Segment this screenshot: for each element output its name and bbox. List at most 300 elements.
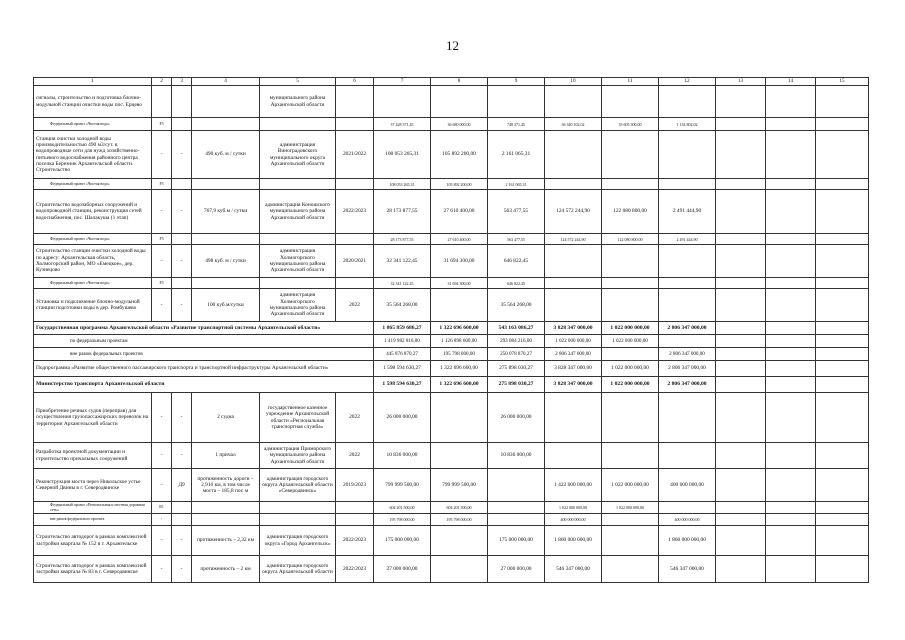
capacity-cell (192, 118, 260, 131)
amount-cell-c11: 1 022 000 000,00 (602, 322, 659, 335)
empty-cell-15 (816, 245, 869, 278)
empty-cell-15 (816, 131, 869, 179)
period-cell: 2022 (336, 393, 374, 443)
amount-cell-c11 (602, 348, 659, 361)
amount-cell-c7: 32 341 122,45 (374, 245, 431, 278)
table-row (34, 526, 869, 556)
amount-cell-c9: 2 161 065,31 (488, 179, 545, 190)
column-header-6: 6 (336, 78, 374, 86)
column-header-2: 2 (152, 78, 172, 86)
amount-cell-c9: 175 000 000,00 (488, 526, 545, 556)
code-cell-3 (172, 118, 192, 131)
amount-cell-c10: 3 828 347 000,00 (545, 361, 602, 377)
empty-cell-13 (716, 348, 766, 361)
amount-cell-c9: 563 477,55 (488, 190, 545, 234)
code-cell-3: Д9 (172, 469, 192, 502)
empty-cell-13 (716, 86, 766, 118)
table-row (34, 514, 869, 526)
empty-cell-14 (766, 361, 816, 377)
capacity-cell: 767,9 куб.м / сутки (192, 190, 260, 234)
amount-cell-c10: 1 022 000 000,00 (545, 502, 602, 514)
capacity-cell: 490 куб. м / сутки (192, 131, 260, 179)
capacity-cell: 2 судна (192, 393, 260, 443)
amount-cell-c12 (659, 86, 716, 118)
empty-cell-14 (766, 322, 816, 335)
column-header-7: 7 (374, 78, 431, 86)
column-header-1: 1 (34, 78, 152, 86)
amount-cell-c7: 27 000 000,00 (374, 556, 431, 583)
amount-cell-c9: 35 564 268,00 (488, 289, 545, 322)
amount-cell-c9: 26 000 000,00 (488, 393, 545, 443)
row-name-cell: Строительство автодорог в рамках комплексной застройки квартала № 83 в г. Северодвинске (34, 556, 152, 583)
amount-cell-c8: 31 694 300,00 (431, 278, 488, 289)
code-cell-2: - (152, 190, 172, 234)
amount-cell-c11: 1 022 000 000,00 (602, 469, 659, 502)
responsible-cell: администрация городского округа Архангельской области «Северодвинск» (260, 469, 336, 502)
amount-cell-c11 (602, 393, 659, 443)
period-cell: 2020/2021 (336, 245, 374, 278)
empty-cell-14 (766, 179, 816, 190)
code-cell-2 (152, 86, 172, 118)
empty-cell-15 (816, 289, 869, 322)
amount-cell-c9: 748 371,45 (488, 118, 545, 131)
empty-cell-13 (716, 443, 766, 469)
empty-cell-13 (716, 502, 766, 514)
empty-cell-15 (816, 234, 869, 245)
period-cell: 2019/2023 (336, 469, 374, 502)
table-row (34, 322, 869, 335)
code-cell-3: - (172, 245, 192, 278)
row-name-cell: вне рамок федерального проекта (34, 514, 152, 526)
amount-cell-c7: 1 865 859 686,27 (374, 322, 431, 335)
amount-cell-c7: 604 201 500,00 (374, 502, 431, 514)
responsible-cell (260, 514, 336, 526)
code-cell-2: - (152, 443, 172, 469)
amount-cell-c11: 1 022 000 000,00 (602, 335, 659, 348)
amount-cell-c11: 1 022 000 000,00 (602, 361, 659, 377)
row-name-cell: Строительство водозаборных сооружений и водопроводной станции, реконструкция сетей водоснабжения, пос. Шалакуша (1 этап) (34, 190, 152, 234)
responsible-cell: администрация Коношского муниципального района Архангельской области (260, 190, 336, 234)
table-row (34, 502, 869, 514)
amount-cell-c7: 195 798 000,00 (374, 514, 431, 526)
row-name-cell: Министерство транспорта Архангельской области (34, 377, 374, 393)
responsible-cell: администрация городского округа «Город Архангельск» (260, 526, 336, 556)
amount-cell-c12 (659, 278, 716, 289)
amount-cell-c7: 37 428 371,45 (374, 118, 431, 131)
amount-cell-c7: 445 876 870,27 (374, 348, 431, 361)
table-row (34, 335, 869, 348)
amount-cell-c9: 275 898 030,27 (488, 377, 545, 393)
empty-cell-13 (716, 393, 766, 443)
amount-cell-c7: 1 419 982 816,00 (374, 335, 431, 348)
empty-cell-14 (766, 86, 816, 118)
amount-cell-c11 (602, 443, 659, 469)
amount-cell-c7: 175 000 000,00 (374, 526, 431, 556)
amount-cell-c10: 124 572 244,90 (545, 234, 602, 245)
code-cell-3: - (172, 190, 192, 234)
amount-cell-c10: 546 347 000,00 (545, 556, 602, 583)
row-name-cell: сигналы, строительство и подготовка блочно-модульной станции очистки воды пос. Ерцево (34, 86, 152, 118)
amount-cell-c12 (659, 335, 716, 348)
column-header-3: 3 (172, 78, 192, 86)
row-name-cell: Станция очистки холодной воды производительностью 490 м3/сут. в водопроводные сети для нужд хозяйственно-питьевого водоснабжения районного центра поселка Березник Архангельской области. Строительство (34, 131, 152, 179)
table-row (34, 361, 869, 377)
period-cell: 2022 (336, 289, 374, 322)
empty-cell-13 (716, 118, 766, 131)
empty-cell-14 (766, 377, 816, 393)
amount-cell-c10 (545, 443, 602, 469)
row-name-cell: Федеральный проект «Региональная и местная дорожная сеть» (34, 502, 152, 514)
row-name-cell: Разработка проектной документации и строительство причальных сооружений (34, 443, 152, 469)
empty-cell-14 (766, 131, 816, 179)
period-cell (336, 118, 374, 131)
amount-cell-c10 (545, 393, 602, 443)
amount-cell-c10 (545, 131, 602, 179)
empty-cell-13 (716, 526, 766, 556)
amount-cell-c8: 27 610 400,00 (431, 190, 488, 234)
amount-cell-c12 (659, 131, 716, 179)
empty-cell-15 (816, 322, 869, 335)
empty-cell-13 (716, 514, 766, 526)
empty-cell-15 (816, 556, 869, 583)
column-header-10: 10 (545, 78, 602, 86)
amount-cell-c8: 1 322 696 600,00 (431, 361, 488, 377)
empty-cell-14 (766, 526, 816, 556)
budget-table-sheet (33, 77, 868, 583)
code-cell-3 (172, 514, 192, 526)
amount-cell-c12: 2 806 347 000,00 (659, 322, 716, 335)
empty-cell-14 (766, 118, 816, 131)
code-cell-2: - (152, 556, 172, 583)
amount-cell-c11: 122 080 800,00 (602, 190, 659, 234)
empty-cell-13 (716, 361, 766, 377)
amount-cell-c8: 1 322 696 600,00 (431, 322, 488, 335)
responsible-cell: администрация Холмогорского муниципального района Архангельской области (260, 245, 336, 278)
amount-cell-c9: 646 822,45 (488, 245, 545, 278)
amount-cell-c7 (374, 86, 431, 118)
capacity-cell: протяженность – 2,32 км (192, 526, 260, 556)
row-name-cell: Федеральный проект «Чистая вода» (34, 179, 152, 190)
amount-cell-c10: 2 806 347 000,00 (545, 348, 602, 361)
amount-cell-c7: 35 564 268,00 (374, 289, 431, 322)
amount-cell-c11: 122 080 800,00 (602, 234, 659, 245)
code-cell-3 (172, 234, 192, 245)
amount-cell-c8 (431, 443, 488, 469)
period-cell (336, 502, 374, 514)
period-cell: 2022 (336, 443, 374, 469)
amount-cell-c10 (545, 86, 602, 118)
amount-cell-c12: 400 000 000,00 (659, 514, 716, 526)
empty-cell-13 (716, 245, 766, 278)
empty-cell-14 (766, 234, 816, 245)
amount-cell-c8: 195 798 000,00 (431, 514, 488, 526)
responsible-cell: администрация городского округа Архангельской области (260, 556, 336, 583)
amount-cell-c7: 32 341 122,45 (374, 278, 431, 289)
column-header-13: 13 (716, 78, 766, 86)
code-cell-3 (172, 278, 192, 289)
empty-cell-15 (816, 118, 869, 131)
table-row (34, 469, 869, 502)
empty-cell-14 (766, 514, 816, 526)
period-cell (336, 514, 374, 526)
code-cell-2: - (152, 526, 172, 556)
table-row (34, 179, 869, 190)
amount-cell-c8: 1 322 696 600,00 (431, 377, 488, 393)
empty-cell-15 (816, 393, 869, 443)
page-number: 12 (446, 38, 459, 53)
amount-cell-c11: 1 022 000 000,00 (602, 377, 659, 393)
period-cell (336, 179, 374, 190)
code-cell-3: - (172, 289, 192, 322)
code-cell-2: F5 (152, 234, 172, 245)
capacity-cell: протяженность – 2 км (192, 556, 260, 583)
row-name-cell: Подпрограмма «Развитие общественного пассажирского транспорта и транспортной инфраструктуры Архангельской области» (34, 361, 374, 377)
amount-cell-c11 (602, 179, 659, 190)
amount-cell-c10: 36 340 102,02 (545, 118, 602, 131)
amount-cell-c8 (431, 86, 488, 118)
code-cell-2: F5 (152, 278, 172, 289)
table-row (34, 278, 869, 289)
amount-cell-c7: 1 598 594 630,27 (374, 377, 431, 393)
amount-cell-c9: 10 836 000,00 (488, 443, 545, 469)
amount-cell-c11 (602, 514, 659, 526)
row-name-cell: Строительство автодорог в рамках комплексной застройки квартала № 152 в г. Архангельске (34, 526, 152, 556)
amount-cell-c9: 250 078 870,27 (488, 348, 545, 361)
column-header-5: 5 (260, 78, 336, 86)
amount-cell-c12: 546 347 000,00 (659, 556, 716, 583)
capacity-cell: протяженность дороги – 2,916 км, в том числе моста – 185,8 пог. м (192, 469, 260, 502)
amount-cell-c10: 3 828 347 000,00 (545, 322, 602, 335)
table-row (34, 131, 869, 179)
amount-cell-c12: 2 806 347 000,00 (659, 377, 716, 393)
amount-cell-c9: 563 477,55 (488, 234, 545, 245)
amount-cell-c8: 105 892 200,00 (431, 179, 488, 190)
amount-cell-c11 (602, 526, 659, 556)
amount-cell-c9 (488, 514, 545, 526)
row-name-cell: Установка и подключение блочно-модульной станции подготовки воды в дер. Ромбушево (34, 289, 152, 322)
amount-cell-c7: 28 173 877,55 (374, 234, 431, 245)
empty-cell-14 (766, 190, 816, 234)
column-header-8: 8 (431, 78, 488, 86)
code-cell-3: - (172, 131, 192, 179)
empty-cell-13 (716, 278, 766, 289)
code-cell-3 (172, 179, 192, 190)
amount-cell-c7: 10 836 000,00 (374, 443, 431, 469)
empty-cell-13 (716, 469, 766, 502)
empty-cell-13 (716, 556, 766, 583)
amount-cell-c9 (488, 469, 545, 502)
amount-cell-c7: 799 999 500,00 (374, 469, 431, 502)
amount-cell-c11 (602, 278, 659, 289)
row-name-cell: вне рамок федеральных проектов (34, 348, 374, 361)
empty-cell-15 (816, 335, 869, 348)
amount-cell-c9: 27 000 000,00 (488, 556, 545, 583)
code-cell-3: - (172, 443, 192, 469)
capacity-cell (192, 179, 260, 190)
responsible-cell (260, 502, 336, 514)
column-header-12: 12 (659, 78, 716, 86)
amount-cell-c10 (545, 278, 602, 289)
responsible-cell (260, 234, 336, 245)
capacity-cell (192, 234, 260, 245)
capacity-cell (192, 278, 260, 289)
amount-cell-c10 (545, 245, 602, 278)
empty-cell-14 (766, 348, 816, 361)
amount-cell-c11 (602, 289, 659, 322)
amount-cell-c10 (545, 289, 602, 322)
amount-cell-c10: 1 022 000 000,00 (545, 335, 602, 348)
amount-cell-c9: 293 084 216,00 (488, 335, 545, 348)
empty-cell-13 (716, 179, 766, 190)
code-cell-3: - (172, 556, 192, 583)
amount-cell-c12: 400 000 000,00 (659, 469, 716, 502)
amount-cell-c8: 799 999 500,00 (431, 469, 488, 502)
empty-cell-15 (816, 361, 869, 377)
capacity-cell: 1 причал (192, 443, 260, 469)
amount-cell-c7: 26 000 000,00 (374, 393, 431, 443)
empty-cell-15 (816, 278, 869, 289)
code-cell-2: - (152, 289, 172, 322)
table-row (34, 556, 869, 583)
responsible-cell: государственное казенное учреждение Архангельской области «Региональная транспортная служба» (260, 393, 336, 443)
empty-cell-15 (816, 443, 869, 469)
responsible-cell (260, 278, 336, 289)
empty-cell-14 (766, 289, 816, 322)
amount-cell-c10: 1 860 000 000,00 (545, 526, 602, 556)
period-cell (336, 278, 374, 289)
amount-cell-c12: 2 491 444,90 (659, 190, 716, 234)
period-cell: 2022/2023 (336, 556, 374, 583)
table-row (34, 190, 869, 234)
amount-cell-c8: 195 798 000,00 (431, 348, 488, 361)
table-row (34, 289, 869, 322)
responsible-cell: администрация Виноградовского муниципального округа Архангельской области (260, 131, 336, 179)
amount-cell-c7: 28 173 877,55 (374, 190, 431, 234)
amount-cell-c12: 2 806 347 000,00 (659, 361, 716, 377)
column-header-14: 14 (766, 78, 816, 86)
amount-cell-c9: 543 163 086,27 (488, 322, 545, 335)
amount-cell-c11 (602, 131, 659, 179)
column-header-9: 9 (488, 78, 545, 86)
empty-cell-14 (766, 245, 816, 278)
table-row (34, 234, 869, 245)
code-cell-3 (172, 86, 192, 118)
empty-cell-15 (816, 526, 869, 556)
amount-cell-c11: 35 605 300,00 (602, 118, 659, 131)
amount-cell-c12 (659, 179, 716, 190)
empty-cell-15 (816, 469, 869, 502)
amount-cell-c9 (488, 86, 545, 118)
row-name-cell: Реконструкция моста через Никольское устье Северной Двины в г. Северодвинске (34, 469, 152, 502)
column-header-4: 4 (192, 78, 260, 86)
empty-cell-15 (816, 190, 869, 234)
table-row (34, 443, 869, 469)
amount-cell-c8: 105 892 200,00 (431, 131, 488, 179)
amount-cell-c8 (431, 289, 488, 322)
amount-cell-c8: 1 126 898 600,00 (431, 335, 488, 348)
period-cell (336, 86, 374, 118)
empty-cell-13 (716, 234, 766, 245)
empty-cell-13 (716, 131, 766, 179)
table-row (34, 245, 869, 278)
empty-cell-13 (716, 190, 766, 234)
empty-cell-15 (816, 86, 869, 118)
amount-cell-c10: 124 572 244,90 (545, 190, 602, 234)
empty-cell-15 (816, 348, 869, 361)
amount-cell-c11 (602, 556, 659, 583)
amount-cell-c12: 1 860 000 000,00 (659, 526, 716, 556)
code-cell-2: - (152, 514, 172, 526)
code-cell-2: - (152, 245, 172, 278)
empty-cell-14 (766, 443, 816, 469)
empty-cell-14 (766, 556, 816, 583)
responsible-cell: муниципального района Архангельской области (260, 86, 336, 118)
row-name-cell: Приобретение речных судов (переправ) для осуществления грузопассажирских перевозок на территории Архангельской области (34, 393, 152, 443)
amount-cell-c8 (431, 393, 488, 443)
amount-cell-c11 (602, 86, 659, 118)
table-row (34, 393, 869, 443)
amount-cell-c8: 604 201 500,00 (431, 502, 488, 514)
capacity-cell (192, 514, 260, 526)
empty-cell-13 (716, 335, 766, 348)
responsible-cell: администрация Холмогорского муниципального района Архангельской области (260, 289, 336, 322)
amount-cell-c7: 108 053 265,31 (374, 179, 431, 190)
table-row (34, 86, 869, 118)
amount-cell-c7: 108 053 265,31 (374, 131, 431, 179)
amount-cell-c9: 2 161 065,31 (488, 131, 545, 179)
empty-cell-14 (766, 393, 816, 443)
amount-cell-c12: 2 806 347 000,00 (659, 348, 716, 361)
amount-cell-c12: 1 134 802,02 (659, 118, 716, 131)
responsible-cell (260, 118, 336, 131)
row-name-cell: Строительство станции очистки холодной воды по адресу: Архангельская область, Холмогорский район, МО «Емецкое», дер. Кузнецово (34, 245, 152, 278)
amount-cell-c12 (659, 502, 716, 514)
period-cell: 2022/2023 (336, 190, 374, 234)
capacity-cell (192, 502, 260, 514)
amount-cell-c10: 400 000 000,00 (545, 514, 602, 526)
responsible-cell: администрация Приморского муниципального района Архангельской области (260, 443, 336, 469)
empty-cell-15 (816, 514, 869, 526)
code-cell-2: R1 (152, 502, 172, 514)
responsible-cell (260, 179, 336, 190)
empty-cell-14 (766, 502, 816, 514)
code-cell-3 (172, 502, 192, 514)
empty-cell-14 (766, 278, 816, 289)
amount-cell-c8 (431, 556, 488, 583)
empty-cell-13 (716, 377, 766, 393)
empty-cell-13 (716, 322, 766, 335)
row-name-cell: Федеральный проект «Чистая вода» (34, 118, 152, 131)
code-cell-3: - (172, 526, 192, 556)
capacity-cell: 100 куб.м/сутки (192, 289, 260, 322)
amount-cell-c9: 646 822,45 (488, 278, 545, 289)
capacity-cell (192, 86, 260, 118)
period-cell (336, 234, 374, 245)
amount-cell-c10: 1 422 000 000,00 (545, 469, 602, 502)
amount-cell-c8: 27 610 400,00 (431, 234, 488, 245)
empty-cell-15 (816, 179, 869, 190)
budget-table (33, 77, 869, 583)
period-cell: 2022/2023 (336, 526, 374, 556)
empty-cell-15 (816, 502, 869, 514)
amount-cell-c11: 1 022 000 000,00 (602, 502, 659, 514)
amount-cell-c12 (659, 289, 716, 322)
amount-cell-c10: 3 828 347 000,00 (545, 377, 602, 393)
amount-cell-c12 (659, 245, 716, 278)
row-name-cell: Федеральный проект «Чистая вода» (34, 234, 152, 245)
amount-cell-c8: 36 680 000,00 (431, 118, 488, 131)
code-cell-2: F5 (152, 118, 172, 131)
